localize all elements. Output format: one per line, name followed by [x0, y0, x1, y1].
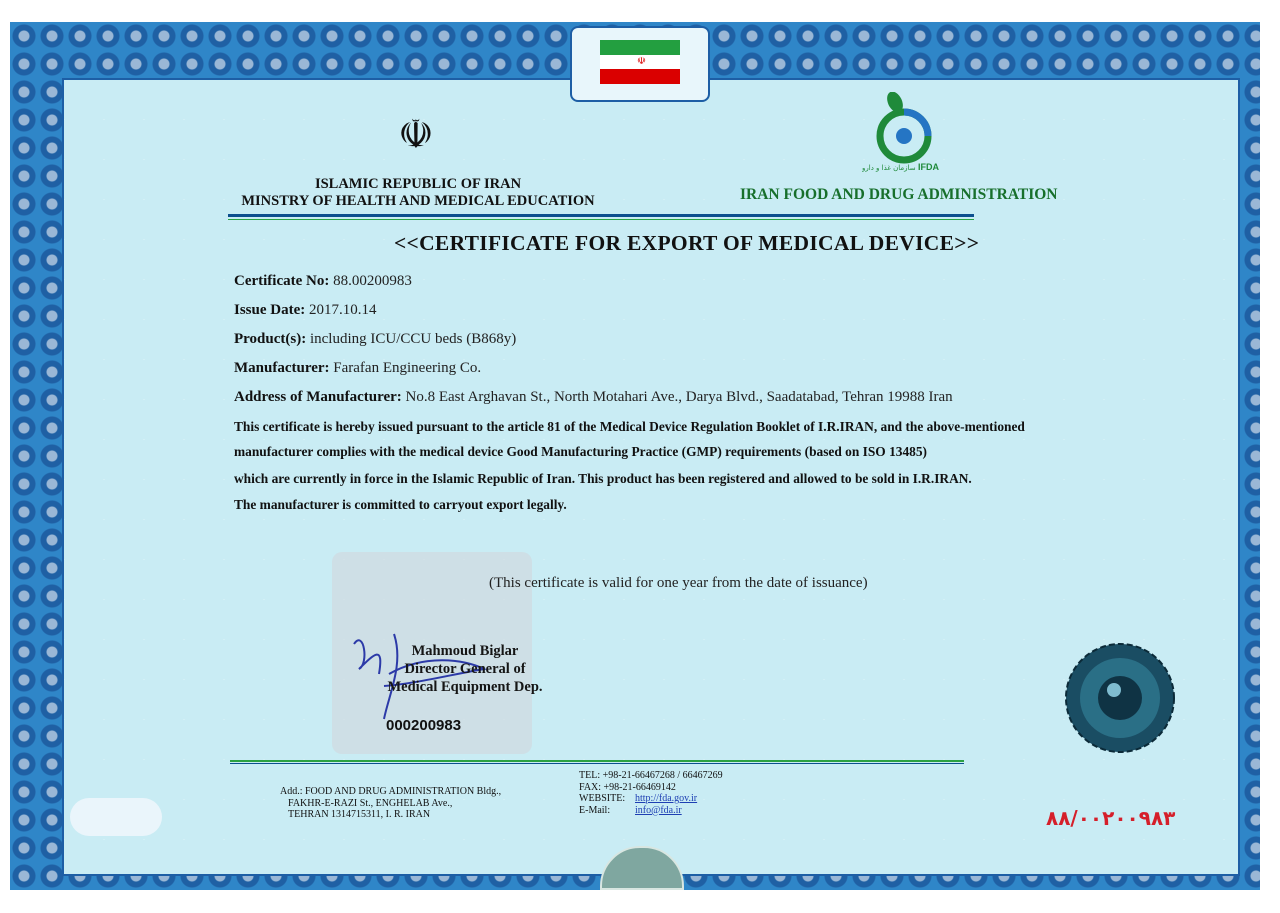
footer-divider	[230, 760, 964, 762]
field-label: Manufacturer:	[234, 360, 330, 376]
address-line: FAKHR-E-RAZI St., ENGHELAB Ave.,	[288, 797, 453, 809]
field-certificate-no	[234, 273, 412, 290]
field-label: Product(s):	[234, 331, 307, 347]
ifda-persian-name: سازمان غذا و دارو	[862, 164, 916, 172]
flag-cartouche	[570, 26, 710, 102]
footer-contact	[579, 770, 723, 816]
field-value: 2017.10.14	[305, 302, 377, 318]
field-value: No.8 East Arghavan St., North Motahari Ave., Darya Blvd., Saadatabad, Tehran 19988 Iran	[401, 389, 953, 405]
ministry-name: MINSTRY OF HEALTH AND MEDICAL EDUCATION	[241, 193, 595, 209]
field-label: Address of Manufacturer:	[234, 389, 402, 405]
iran-flag-icon: ☫	[600, 40, 680, 84]
field-products	[234, 331, 516, 348]
ministry-heading	[226, 176, 610, 210]
email-label: E-Mail:	[579, 804, 611, 816]
field-value: including ICU/CCU beds (B868y)	[306, 331, 517, 347]
hologram-seal-icon	[1060, 642, 1180, 754]
validity-note: (This certificate is valid for one year from the date of issuance)	[489, 575, 868, 591]
website-row	[579, 793, 723, 805]
footer-address	[280, 786, 501, 821]
agency-name: IRAN FOOD AND DRUG ADMINISTRATION	[740, 186, 1058, 203]
address-line: TEHRAN 1314715311, I. R. IRAN	[288, 809, 431, 820]
persian-serial-number: ۸۸/۰۰۲۰۰۹۸۳	[1046, 806, 1176, 830]
iran-emblem-icon: ☫	[398, 112, 434, 158]
certificate-title: <<CERTIFICATE FOR EXPORT OF MEDICAL DEVICE>>	[394, 231, 980, 255]
decorative-cloud	[70, 798, 162, 836]
website-label: WEBSITE:	[579, 793, 626, 804]
signatory-name: Mahmoud Biglar	[411, 643, 519, 659]
email-link[interactable]: info@fda.ir	[635, 804, 682, 816]
address-line: Add.: FOOD AND DRUG ADMINISTRATION Bldg.,	[280, 786, 502, 797]
signatory-block	[368, 642, 562, 696]
field-manufacturer	[234, 360, 481, 377]
statement-line: The manufacturer is committed to carryout export legally.	[234, 497, 567, 512]
email-row	[579, 805, 723, 817]
fax-number: FAX: +98-21-66469142	[579, 781, 676, 793]
website-link[interactable]: http://fda.gov.ir	[635, 793, 698, 804]
statement-line: This certificate is hereby issued pursuant to the article 81 of the Medical Device Regulation Booklet of I.R.IRAN, and the above-mentioned	[234, 419, 1025, 434]
phone-number: TEL: +98-21-66467268 / 66467269	[579, 770, 723, 781]
field-label: Certificate No:	[234, 273, 330, 289]
field-value: 88.00200983	[329, 273, 412, 289]
statement-line: manufacturer complies with the medical device Good Manufacturing Practice (GMP) requirements (based on ISO 13485)	[234, 444, 928, 459]
field-value: Farafan Engineering Co.	[329, 360, 482, 376]
ifda-abbrev: IFDA	[918, 162, 939, 172]
country-name: ISLAMIC REPUBLIC OF IRAN	[314, 176, 522, 192]
ifda-logo-icon	[862, 92, 946, 174]
statement-line: which are currently in force in the Islamic Republic of Iran. This product has been registered and allowed to be sold in I.R.IRAN.	[234, 471, 972, 486]
field-address	[234, 389, 953, 406]
field-issue-date	[234, 302, 377, 319]
stamp-number: 000200983	[386, 717, 462, 734]
field-label: Issue Date:	[234, 302, 306, 318]
header-divider	[228, 214, 974, 217]
signatory-department: Medical Equipment Dep.	[387, 679, 543, 695]
signatory-title: Director General of	[404, 661, 526, 677]
header-divider-accent	[228, 219, 974, 220]
footer-divider-accent	[230, 763, 964, 764]
